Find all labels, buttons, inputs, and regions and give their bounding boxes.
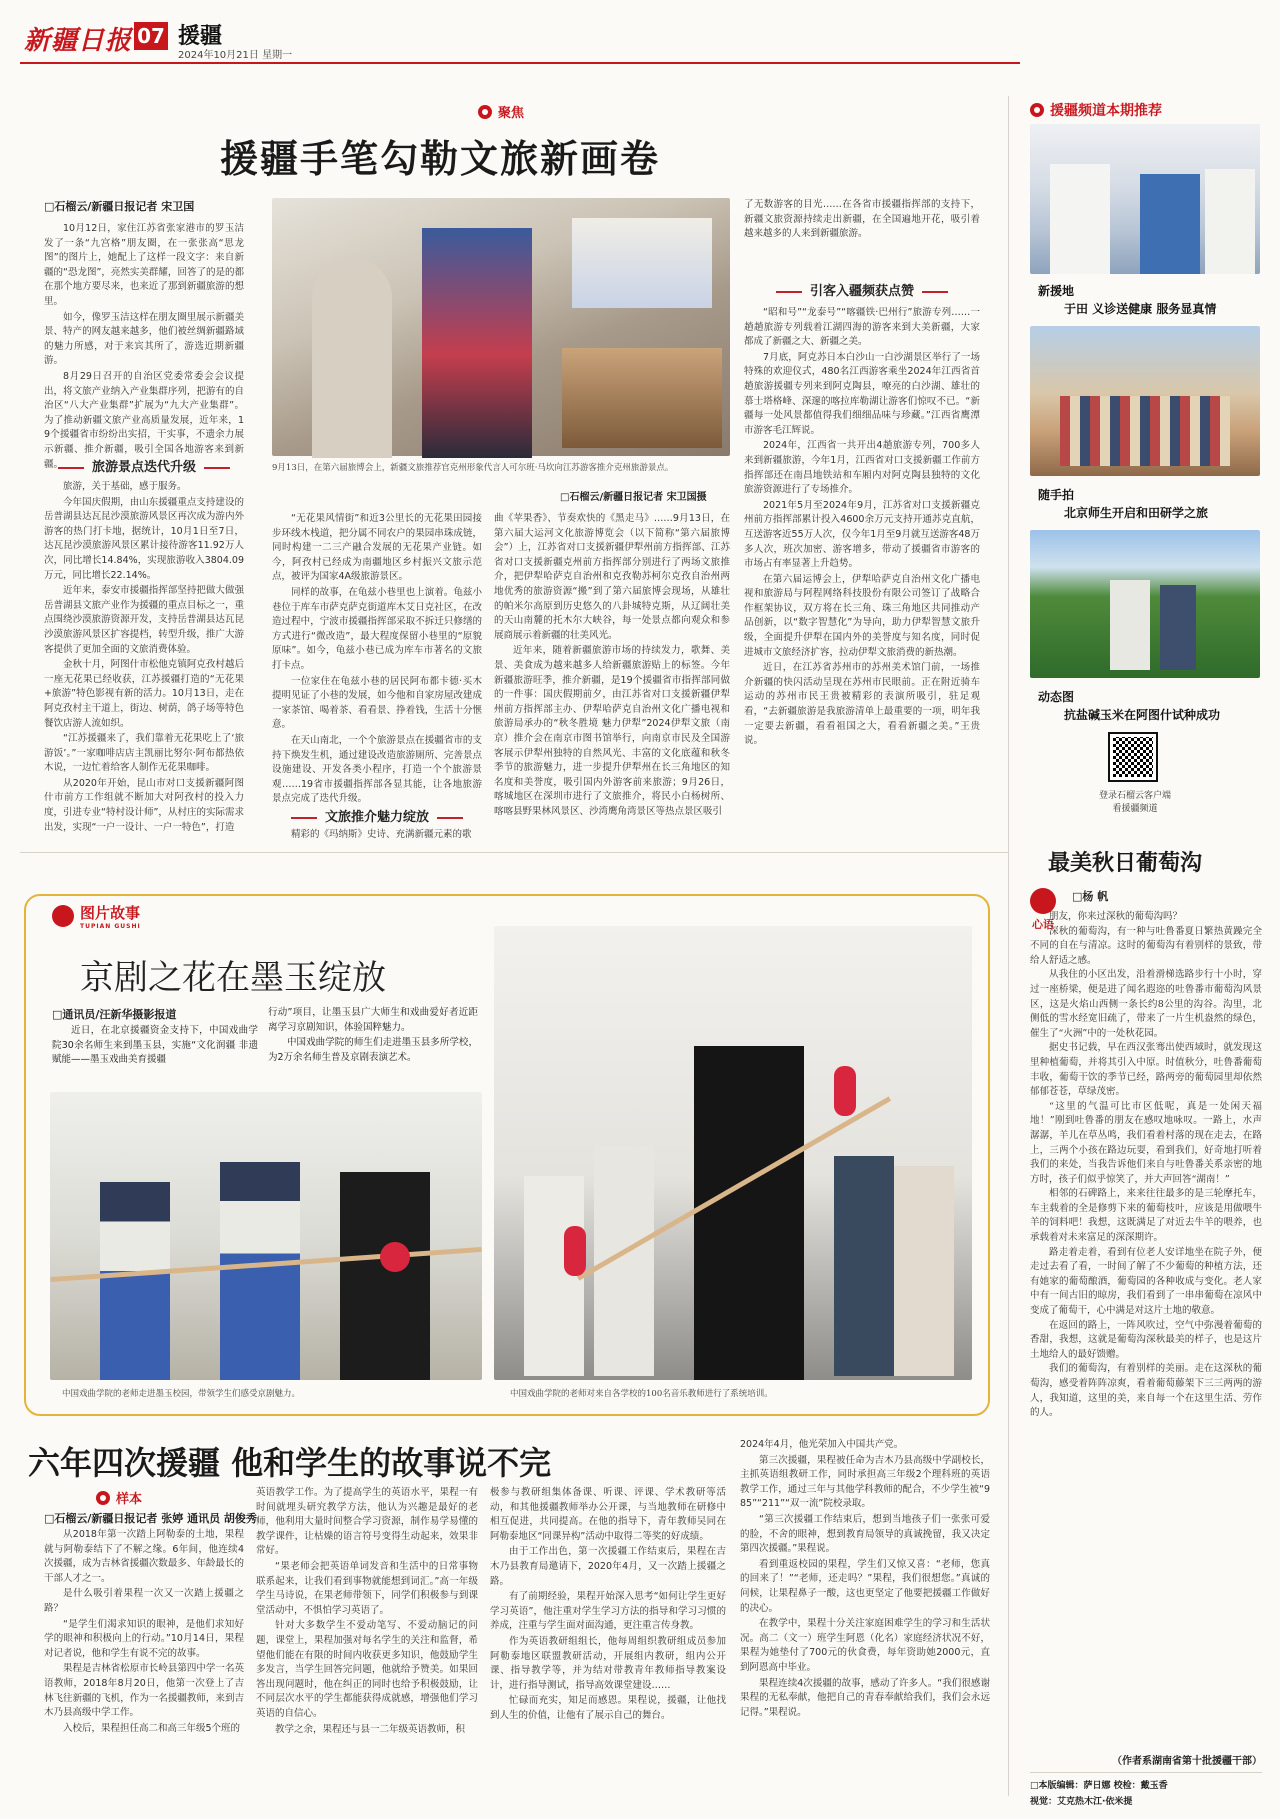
picture-story-caption-right: 中国戏曲学院的老师对来自各学校的100名音乐教师进行了系统培训。 [510,1389,773,1399]
masthead-rule [20,62,1020,64]
sidebar-item-title[interactable]: 于田 义诊送健康 服务显真情 [1064,302,1217,316]
tag-dot-icon [96,1491,110,1505]
sidebar-dot-icon [1030,103,1044,117]
photo-figure [1160,585,1196,670]
visual-credit: 视觉：艾克热木江·依米提 [1030,1797,1133,1807]
essay-signature: （作者系湖南省第十批援疆干部） [1112,1756,1262,1767]
photo-tassel [380,1242,410,1272]
section-title: 援疆 [178,24,223,49]
paragraph: 在教学中，果程十分关注家庭困难学生的学习和生活状况。高二（文一）班学生阿恩（化名）家庭经济状况不好，果程为她垫付了700元的伙食费，每年资助她2000元，直到阿恩高中毕业。 [740,1618,990,1673]
photo-student [834,1156,894,1376]
paragraph: 2021年5月至2024年9月，江苏省对口支援新疆克州前方指挥部累计投入4600余万元支持开通苏克直航，互送游客近55万人次，仅今年1月至9月就互送游客48万多人次，班次加密、游客增多，带动了援疆省市游客的市场占有率显著上升趋势。 [744,499,980,570]
sidebar-photo-3[interactable] [1030,530,1260,678]
paragraph: 在第六届运博会上，伊犁哈萨克自治州文化广播电视和旅游局与阿程网络科技股份有限公司签订了战略合作框架协议，双方将在长三角、珠三角地区共同推动产品创新，以“数字智慧化”为导向，助力伊犁智慧文旅升级，全面提升伊犁在国内外的美誉度与知名度，同时促进城市文旅经济扩容，拉动伊犁文旅消费的新热潮。 [744,573,980,658]
qr-caption-line: 看援疆频道 [1112,804,1158,814]
paragraph: 精彩的《玛纳斯》史诗、充满新疆元素的歌 [291,829,472,840]
photo-student [100,1182,170,1380]
paragraph: 从我住的小区出发，沿着滑梯选路步行十小时，穿过一座桥梁，便是进了闻名遐迩的吐鲁番市葡萄沟风景区，这是火焰山西侧一条长约8公里的沟谷。沟里，北侧低的雪水经宽旧疏了，带来了一片生机盎然的绿色，催生了“火洲”中的一处秋花园。 [1030,969,1262,1039]
paragraph: 从2018年第一次踏上阿勒泰的土地，果程就与阿勒泰结下了不解之缘。6年间，他连续4次援疆，成为吉林省援疆次数最多、年龄最长的干部人才之一。 [44,1529,244,1584]
photo-person-right [422,228,532,458]
essay-byline: □杨 帆 [1072,890,1109,903]
picture-story-text-1 [52,1024,258,1082]
paragraph: 7月底，阿克苏日本白沙山一白沙湖景区举行了一场特殊的欢迎仪式，480名江西游客乘坐2024年江西省首趟旅游援疆专列来到阿克陶县，嘹亮的白沙湖、雄壮的慕士塔格峰、深邃的喀拉库勒湖让游客们惊叹不已。“新疆每一处风景都值得我们细细品味与珍藏。”江西省鹰潭市游客毛江辉说。 [744,351,980,436]
photo-tassel [834,1066,856,1116]
editor-rule [1030,1772,1262,1773]
headline: 援疆手笔勾勒文旅新画卷 [220,137,661,181]
photo-poster [572,218,712,308]
paragraph: 果程是吉林省松原市长岭县第四中学一名英语教师，2018年8月20日，他第一次登上了吉林飞往新疆的飞机，作为一名援疆教师，来到吉木乃县高级中学工作。 [44,1663,244,1719]
bottom-byline: □石榴云/新疆日报记者 张婷 通讯员 胡俊秀 [44,1512,257,1525]
sidebar-item-lead: 动态图 [1038,690,1075,704]
qr-caption-line: 登录石榴云客户端 [1098,791,1171,801]
photo-figure [1110,580,1150,670]
paragraph: 由于工作出色，第一次援疆工作结束后，果程在吉木乃县教育局邀请下，2020年4月，又一次踏上援疆之路。 [490,1546,726,1587]
paragraph: 从2020年开始，昆山市对口支援新疆阿图什市前方工作组就不断加大对阿孜村的投入力度，引进专业“特村设计师”，从村庄的实际需求出发，实现“一户一设计、一户一特色”，打造 [44,777,244,833]
bottom-story-tag-label: 样本 [116,1492,143,1507]
paragraph: 今年国庆假期，由山东援疆重点支持建设的岳普湖县达瓦昆沙漠旅游风景区再次成为游内外游客的热门打卡地，据统计，10月1日至7日，达瓦昆沙漠旅游风景区累计接待游客11.92万人次，同比增长14.84%，实现旅游收入3804.09万元，同比增长22.14%。 [44,496,244,581]
photo-person-left [312,258,392,458]
issue-date: 2024年10月21日 星期一 [178,50,293,61]
paragraph: 在天山南北，一个个旅游景点在援疆省市的支持下焕发生机，通过建设改造旅游厕所、完善景点设施建设、开发各类小程序，打造一个个旅游景观……19省市援疆指挥部各显其能，让各地旅游景点完成了迭代升级。 [272,734,482,805]
story-column-1b [44,480,244,833]
paragraph: “这里的气温可比市区低呢，真是一处闲天福地！”刚到吐鲁番的朋友在感叹地咏叹。一路上，水声潺潺，羊儿在草丛鸣，我们看着村落的现在走去，在路上，三两个小孩在路边玩耍，看到我们，好奇地打听着我们的来处，当我告诉他们来自与吐鲁番关系亲密的地方时，孩子们似乎惊笑了，并大声回答“湖南！” [1030,1100,1262,1185]
qr-code[interactable] [1108,732,1158,782]
picture-story-text-2 [268,1006,478,1082]
paragraph: 近年来，随着新疆旅游市场的持续发力，歌舞、美景、美食成为越来越多人给新疆旅游贴上的标签。今年新疆旅游旺季，推介新疆，是19个援疆省市指挥部同做的一件事：国庆假期前夕，由江苏省对口支援新疆伊犁州前方指挥部主办、伊犁哈萨克自治州文化广播电视和旅游局承办的“秋冬胜境 魅力伊犁”2024伊犁文旅（南京）推介会在南京市图书馆举行，向南京市民及全国游客展示伊犁州独特的自然风光、丰富的文化底蕴和秋冬季节的旅游魅力，进一步提升伊犁州在长三角地区的知名度和美誉度，吸引国内外游客前来旅游；9月26日，喀城地区在深圳市进行了文旅推介，将民小白杨树所、喀喀县野果林风景区、沙湾鹰角湾景区等热点景区吸引 [494,645,730,817]
picture-story-label-en: TUPIAN GUSHI [80,923,141,930]
bottom-column-4 [740,1438,990,1802]
paragraph: “第三次援疆工作结束后，想到当地孩子们一张张可爱的脸，不舍的眼神，想到教育局领导的真诚挽留，我又决定第四次援疆。”果程说。 [740,1513,990,1555]
paragraph: 行动”项目，让墨玉县广大师生和戏曲爱好者近距离学习京剧知识，体验国粹魅力。 [268,1007,478,1033]
paragraph: “是学生们渴求知识的眼神，是他们求知好学的眼神和积极向上的行动。”10月14日，果程对记者说，他和学生有说不完的故事。 [44,1618,244,1659]
story-column-2b [272,828,482,844]
paragraph: 英语教学工作。为了提高学生的英语水平，果程一有时间就埋头研究教学方法，他认为兴趣是最好的老师，他利用大量时间整合学习资源，制作易学易懂的教学课件，让枯燥的语言符号变得生动起来，效果非常好。 [256,1487,478,1557]
photo-credit: □石榴云/新疆日报记者 宋卫国摄 [560,492,707,503]
paragraph: 了无数游客的目光……在各省市援疆指挥部的支持下，新疆文旅资源持续走出新疆，在全国遍地开花，吸引着越来越多的人来到新疆旅游。 [744,199,980,240]
sidebar-item-lead: 新援地 [1038,284,1075,298]
section-divider [20,852,1008,853]
paragraph: 近日，在江苏省苏州市的苏州美术馆门前，一场推介新疆的快闪活动呈现在苏州市民眼前。正在附近骑车运动的苏州市民王贵被精彩的表演所吸引，驻足观看，“去新疆旅游是我旅游清单上最重要的一项，明年我一定要去新疆，看看祖国之大，看看新疆之美。”王贵说。 [744,662,980,747]
paragraph: 忙碌而充实，知足而感恩。果程说，援疆，让他找到人生的价值，让他有了展示自己的舞台。 [490,1695,726,1721]
photo-student [220,1162,300,1380]
page-number: 07 [134,22,168,50]
photo-student [524,1176,584,1376]
story-tag [478,102,524,121]
paragraph: 看到重返校园的果程，学生们又惊又喜：“老师，您真的回来了！”“老师，还走吗？”果程，我们很想您。”真诚的问候，让果程鼻子一酸，这也更坚定了他要把援疆工作做好的决心。 [740,1558,990,1614]
main-photo [272,198,730,456]
paragraph: 2024年，江西省一共开出4趟旅游专列，700多人来到新疆旅游，今年1月，江西省对口支援新疆工作前方指挥部还在南昌地铁站和车厢内对阿克陶县独特的文化旅游资源进行了专场推介。 [744,440,980,496]
editor-credit: □本版编辑：萨日娜 校检：戴玉香 [1030,1781,1168,1791]
sidebar-item-title[interactable]: 北京师生开启和田研学之旅 [1064,506,1209,520]
paragraph: 朋友，你来过深秋的葡萄沟吗？ [1049,911,1183,922]
photo-figure [1050,164,1110,274]
paragraph: 路走着走着，看到有位老人安详地坐在院子外，便走过去看了看，一时间了解了不少葡萄的种植方法，还有她家的葡萄酿酒，葡萄园的各种收成与变化。老人家中有一间古旧的晾房，我们看到了一串串葡萄在凉风中变成了葡萄干，心中满是对这片土地的敬意。 [1030,1246,1262,1317]
paragraph: 教学之余，果程还与县一二年级英语教师，积 [275,1723,466,1735]
paragraph: 2024年4月，他光荣加入中国共产党。 [740,1439,904,1450]
paragraph: 有了前期经验，果程开始深入思考“如何让学生更好学习英语”，他注重对学生学习方法的指导和学习习惯的养成，注重与学生面对面沟通，更注重言传身教。 [490,1591,726,1632]
paragraph: 针对大多数学生不爱动笔写、不爱动脑记的问题，课堂上，果程加强对每名学生的关注和监督，希望他们能在有限的时间内收获更多知识，他鼓励学生多发言，当学生回答完问题，他就给予赞美。如果回答出现问题时，他在纠正的同时也给予积极鼓励，让不同层次水平的学生都能获得成就感，增强他们学习英语的自信心。 [256,1620,478,1719]
paragraph: 极参与教研组集体备课、听课、评课、学术教研等活动，和其他援疆教师举办公开课，与当地教师在研修中相互促进，共同提高。在他的指导下，青年教师吴同在阿勒泰地区“同课异构”活动中取得二等奖的好成绩。 [490,1487,726,1542]
essay-body [1030,910,1262,1750]
picture-story-logo [52,902,141,930]
paragraph: 如今，像罗玉洁这样在朋友圈里展示新疆美景、特产的网友越来越多，他们被丝绸新疆路域的魅力所感，对于来宾其所了，游选近期新疆游。 [44,311,244,367]
paragraph: “无花果风情街”和近3公里长的无花果田园接步环线木栈道，把分属不同农户的果园串珠成链，同时构建一二三产融合发展的无花果产业链。如今，阿孜村已经成为南疆地区乡村振兴文旅示范点，被评为国家4A级旅游景区。 [272,513,482,583]
paragraph: 一位家住在龟兹小巷的居民阿布都卡德·买木提明见证了小巷的发展，如今他和自家房屋改建成一家茶馆、喝着茶、看看景、挣着钱，生活十分惬意。 [272,675,482,731]
paragraph: 深秋的葡萄沟，有一种与吐鲁番夏日繁热黄躁完全不同的自在与清凉。这时的葡萄沟有着别样的景致，带给人舒适之感。 [1030,925,1262,966]
paragraph: 近日，在北京援疆资金支持下，中国戏曲学院30余名师生来到墨玉县，实施“文化润疆 非遗赋能——墨玉戏曲美育援疆 [52,1025,258,1066]
paragraph: 第三次援疆，果程被任命为吉木乃县高级中学副校长，主抓英语组教研工作，同时承担高三年级2个理科班的英语教学工作，通过三年与其他学科教师的配合，不少学生被“985”“211”“双一流”院校录取。 [740,1454,990,1510]
picture-story-photo-right [494,926,972,1380]
story-column-4b [744,306,980,844]
paragraph: “昭和号”“龙泰号”“喀疆铁·巴州行”旅游专列……一趟趟旅游专列载着江湖四海的游客来到大美新疆，大家都成了新疆之大、新疆之美。 [744,307,980,348]
column-name: 心语 [1032,918,1054,931]
story-column-4 [744,198,980,258]
paragraph: 相邻的石碑路上，来来往往最多的是三轮摩托车，车主载着的全是修剪下来的葡萄枝叶，应该是用做喂牛羊的饲料吧！我想，这既满足了对近去牛羊的喂养，也承载着对未来富足的深深期许。 [1030,1188,1262,1244]
paragraph: 据史书记载，早在西汉张骞出使西域时，就发现这里种植葡萄，并将其引入中原。时值秋分，吐鲁番葡萄丰收，葡萄干饮的季节已经，路两旁的葡萄园里却依然郁郁苍苍，草绿茂密。 [1030,1042,1262,1098]
paragraph: 我们的葡萄沟，有着别样的美丽。走在这深秋的葡萄沟，感受着阵阵凉爽，看着葡萄藤架下三三两两的游人，我知道，这里的美，来自每一个在这里生活、劳作的人。 [1030,1363,1262,1419]
photo-display [562,348,722,448]
story-column-2 [272,512,482,805]
qr-code-icon [1113,737,1153,777]
paragraph: 入校后，果程担任高二和高三年级5个班的 [63,1722,241,1734]
paragraph: 作为英语教研组组长，他每周组织教研组成员参加阿勒泰地区联盟教研活动，开展组内教研，组内公开课、指导教学等，并为结对带教青年教师指导教案设计，进行指导测试，指导高效课堂建设…… [490,1635,726,1691]
sidebar-title [1030,100,1162,120]
tag-dot-icon [478,105,492,119]
photo-crowd [1060,396,1230,466]
picture-story-caption-left: 中国戏曲学院的老师走进墨玉校园，带领学生们感受京剧魅力。 [62,1389,301,1399]
bottom-headline: 六年四次援疆 他和学生的故事说不完 [28,1444,552,1482]
paragraph: 曲《苹果香》、节奏欢快的《黑走马》……9月13日，在第六届大运河文化旅游博览会（以下简称“第六届旅博会”）上，江苏省对口支援新疆伊犁州前方指挥部、江苏省对口支援新疆克州前方指挥部分别进行了两场文旅推介，把伊犁哈萨克自治州和克孜勒苏柯尔克孜自治州两地优秀的旅游资源“搬”到了第六届旅博会现场，从雄壮的帕米尔高原到历史悠久的八卦城特克斯，从辽阔壮美的天山南麓的托木尔大峡谷，每一处景点都向观众和参展商展示着新疆的壮美风光。 [494,513,730,641]
subheading: 旅游景点迭代升级 [44,456,244,475]
essay-title: 最美秋日葡萄沟 [1048,851,1203,876]
paragraph: 在返回的路上，一阵风吹过，空气中弥漫着葡萄的香甜，我想，这就是葡萄沟深秋最美的样子，也是这片土地给人的最好馈赠。 [1030,1319,1262,1360]
photo-student [894,1166,954,1376]
picture-story-photo-left [50,1092,482,1380]
photo-teacher [694,1046,804,1380]
paragraph: 旅游，关于基础，感于服务。 [63,481,187,492]
story-column-3 [494,512,730,844]
paragraph: 是什么吸引着果程一次又一次踏上援疆之路？ [44,1588,244,1614]
subheading: 文旅推介魅力绽放 [272,806,482,825]
photo-tassel [564,1226,586,1276]
paragraph: 近年来，泰安市援疆指挥部坚持把做大做强岳普湖县文旅产业作为援疆的重点目标之一，重点围绕沙漠旅游资源开发，支持岳普湖县达瓦昆沙漠旅游风景区扩容提档，转型升级，推广大游客提供了更加全面的文旅消费体验。 [44,585,244,655]
paragraph: “果老师会把英语单词发音和生活中的日常事物联系起来，让我们看到事物就能想到词汇。”高一年级学生马诗说，在果老师带领下，同学们积极参与到课堂活动中，不惧怕学习英语了。 [256,1560,478,1616]
paragraph: 金秋十月，阿图什市松他克镇阿克孜村越后一座无花果已经收获，江苏援疆打造的“无花果+旅游”特色影视有新的活力。10月13日，走在阿克孜村主干道上，街边、树荫，鸽子场等特色餐饮店游人流如织。 [44,659,244,729]
sidebar-item-lead: 随手拍 [1038,488,1075,502]
newspaper-logo: 新疆日报 [24,26,133,56]
paragraph: 中国戏曲学院的师生们走进墨玉县多所学校，为2万余名师生普及京剧表演艺术。 [268,1037,478,1063]
paragraph: 8月29日召开的自治区党委常委会会议提出，将文旅产业纳入产业集群序列，把游有的自治区“八大产业集群”扩展为“九大产业集群”。为了推动新疆文旅产业高质量发展，近年来，19个援疆省市纷纷出实招，干实事，不遗余力展示新疆、推介新疆，吸引全国各地游客来到新疆。 [44,370,244,470]
picture-story-title: 京剧之花在墨玉绽放 [80,958,386,998]
picture-story-icon [52,905,74,927]
column-divider [1008,96,1009,1796]
photo-caption: 9月13日，在第六届旅博会上，新疆文旅推荐官克州形象代言人可尔班·马坎向江苏游客推介克州旅游景点。 [272,463,674,473]
paragraph: 果程连续4次援疆的故事，感动了许多人。“我们很感谢果程的无私奉献，他把自己的青春奉献给我们，我们会永远记得。”果程说。 [740,1677,990,1718]
photo-teacher [340,1172,430,1380]
byline: □石榴云/新疆日报记者 宋卫国 [44,200,195,213]
bottom-column-2 [256,1486,478,1802]
photo-figure [1140,174,1200,274]
photo-figure [1205,169,1255,274]
bottom-story-tag [96,1488,142,1507]
paragraph: 10月12日，家住江苏省张家港市的罗玉洁发了一条“九宫格”朋友圈，在一张张高“思龙图”的图片上，她配上了这样一段文字：来自新疆的“恐龙图”，亮然实美群耀，回答了的是的都在那个地方要尽来，也来近了那到新疆旅游的想里。 [44,223,244,307]
bottom-column-3 [490,1486,726,1802]
qr-caption [1060,788,1210,814]
sidebar-photo-1[interactable] [1030,124,1260,274]
sidebar-title-label: 援疆频道本期推荐 [1050,103,1162,119]
story-tag-label: 聚焦 [498,106,525,121]
paragraph: 同样的故事，在龟兹小巷里也上演着。龟兹小巷位于库车市萨克萨克街道库木艾日克社区，在改造过程中，宁波市援疆指挥部采取不拆迁只修缮的方式进行“微改造”，最大程度保留小巷里的“原貌原味”。如今，龟兹小巷已成为库车市著名的文旅打卡点。 [272,586,482,671]
subheading: 引客入疆频获点赞 [744,280,980,299]
sidebar-photo-2[interactable] [1030,326,1260,476]
paragraph: “江苏援疆来了，我们靠着无花果吃上了‘旅游饭’。”一家咖啡店店主凯丽比努尔·阿布都热依木说，一边忙着给客人制作无花果咖啡。 [44,733,244,774]
picture-story-byline: □通讯员/汪新华摄影报道 [52,1008,177,1021]
bottom-column-1 [44,1528,244,1802]
sidebar-item-title[interactable]: 抗盐碱玉米在阿图什试种成功 [1064,708,1221,722]
picture-story-label: 图片故事 [80,904,141,922]
